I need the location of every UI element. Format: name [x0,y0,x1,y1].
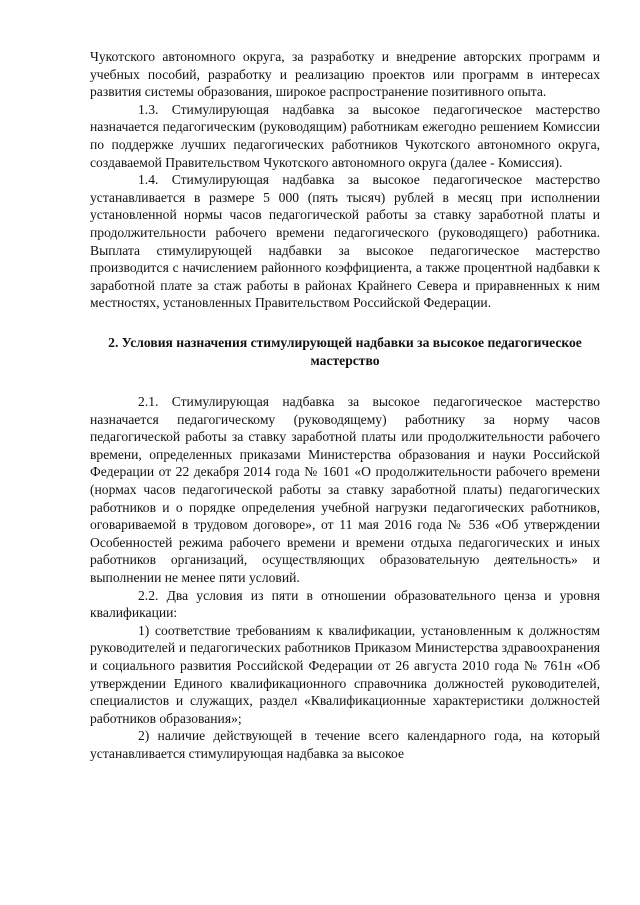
paragraph-1-4: 1.4. Стимулирующая надбавка за высокое педагогическое мастерство устанавливается в размере 5 000 (пять тысяч) рублей в месяц при исполнении установленной нормы часов педагогической работы за ставку заработной платы и продолжительности рабочего времени педагогического (руководящего) работника. Выплата стимулирующей надбавки за высокое педагогическое мастерство производится с начислением районного коэффициента, а также процентной надбавки к заработной плате за стаж работы в районах Крайнего Севера и приравненных к ним местностях, установленных Правительством Российской Федерации. [90,172,600,311]
document-body [90,48,600,763]
paragraph-2-2: 2.2. Два условия из пяти в отношении образовательного ценза и уровня квалификации: [90,587,600,621]
section-heading: 2. Условия назначения стимулирующей надбавки за высокое педагогическое мастерство [108,334,582,368]
list-item-2: 2) наличие действующей в течение всего календарного года, на который устанавливается стимулирующая надбавка за высокое [90,728,600,761]
paragraph-continuation: Чукотского автономного округа, за разработку и внедрение авторских программ и учебных пособий, разработку и реализацию проектов или программ в интересах развития системы образования, широкое распространение позитивного опыта. [90,49,600,100]
list-item-1: 1) соответствие требованиям к квалификации, установленным к должностям руководителей и педагогических работников Приказом Министерства здравоохранения и социального развития Российской Федерации от 26 августа 2010 года № 761н «Об утверждении Единого квалификационного справочника должностей руководителей, специалистов и служащих, раздел «Квалификационные характеристики должностей работников образования»; [90,622,600,726]
paragraph-2-1: 2.1. Стимулирующая надбавка за высокое педагогическое мастерство назначается педагогическому (руководящему) работнику за норму часов педагогической работы за ставку заработной платы или продолжительности рабочего времени, определенных приказами Министерства образования и науки Российской Федерации от 22 декабря 2014 года № 1601 «О продолжительности рабочего времени (нормах часов педагогической работы за ставку заработной платы) педагогических работников и о порядке определения учебной нагрузки педагогических работников, оговариваемой в трудовом договоре», от 11 мая 2016 года № 536 «Об утверждении Особенностей режима рабочего времени и времени отдыха педагогических и иных работников организаций, осуществляющих образовательную деятельность» и выполнении не менее пяти условий. [90,394,600,586]
paragraph-1-3: 1.3. Стимулирующая надбавка за высокое педагогическое мастерство назначается педагогическим (руководящим) работникам ежегодно решением Комиссии по поддержке лучших педагогических работников Чукотского автономного округа, создаваемой Правительством Чукотского автономного округа (далее - Комиссия). [90,101,600,170]
